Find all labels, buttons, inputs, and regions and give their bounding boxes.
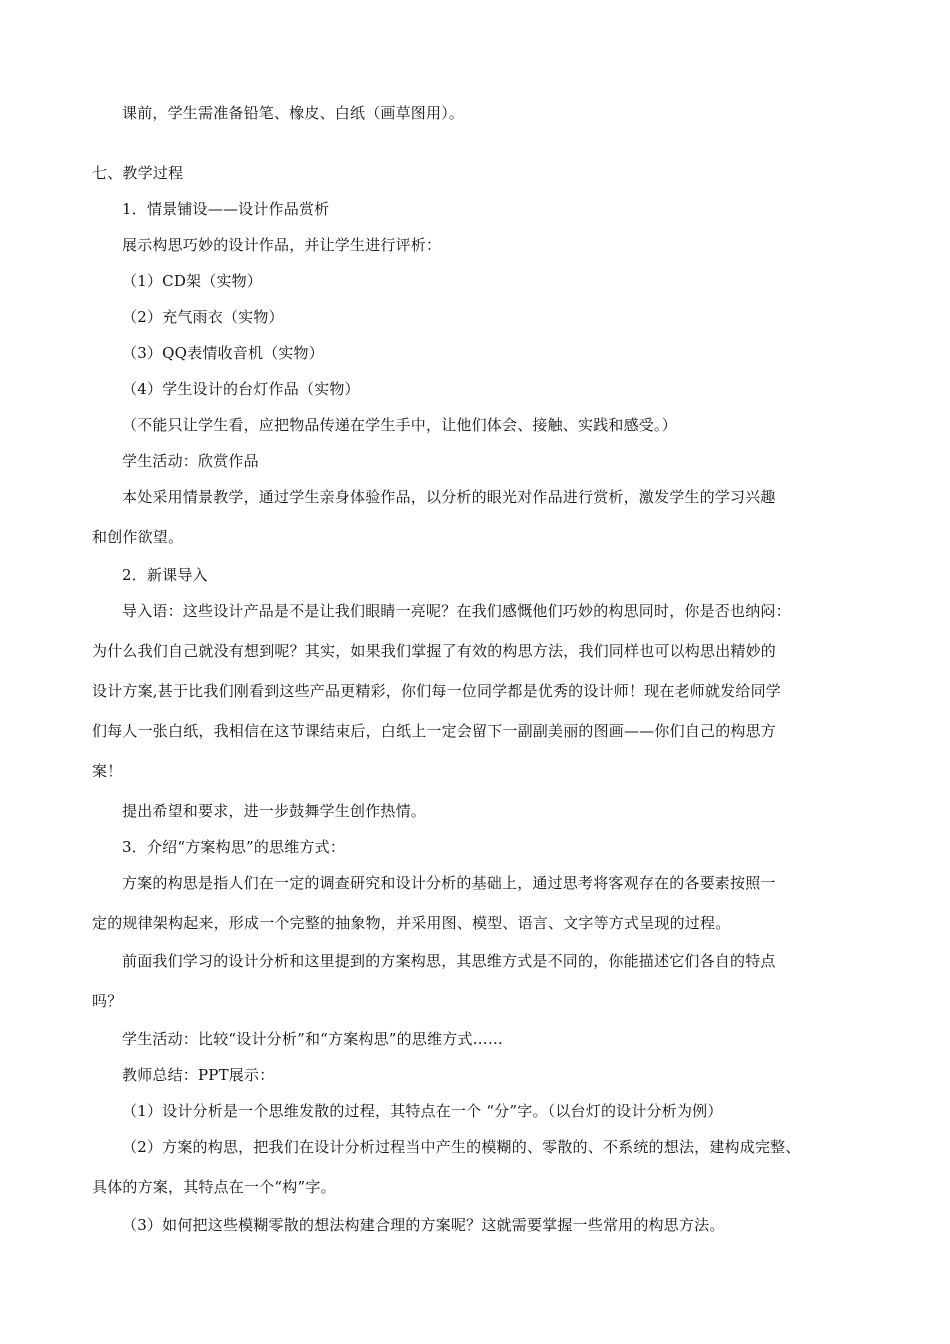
part2-line: 设计方案,甚于比我们刚看到这些产品更精彩，你们每一位同学都是优秀的设计师！现在老师就发给同学 bbox=[92, 682, 781, 700]
part3-activity: 学生活动：比较“设计分析”和“方案构思”的思维方式…… bbox=[122, 1030, 504, 1048]
list-item: （3）QQ表情收音机（实物） bbox=[122, 344, 324, 362]
section-title: 七、教学过程 bbox=[92, 164, 184, 182]
part2-line: 案！ bbox=[92, 762, 123, 780]
part3-point1: （1）设计分析是一个思维发散的过程，其特点在一个 “分”字。（以台灯的设计分析为例） bbox=[122, 1102, 723, 1120]
part1-note: （不能只让学生看，应把物品传递在学生手中，让他们体会、接触、实践和感受。） bbox=[122, 416, 677, 434]
part1-method-line2: 和创作欲望。 bbox=[92, 528, 184, 546]
part3-question-line2: 吗？ bbox=[92, 992, 123, 1010]
part2-line: 们每人一张白纸，我相信在这节课结束后，白纸上一定会留下一副副美丽的图画——你们自己的构思方 bbox=[92, 722, 777, 740]
list-item: （1）CD架（实物） bbox=[122, 272, 263, 290]
part2-line: 导入语：这些设计产品是不是让我们眼睛一亮呢？在我们感慨他们巧妙的构思同时，你是否也纳闷： bbox=[122, 602, 791, 620]
part3-summary: 教师总结：PPT展示： bbox=[122, 1066, 275, 1084]
part3-point3: （3）如何把这些模糊零散的想法构建合理的方案呢？这就需要掌握一些常用的构思方法。 bbox=[122, 1216, 725, 1234]
part3-def-line2: 定的规律架构起来，形成一个完整的抽象物，并采用图、模型、语言、文字等方式呈现的过程。 bbox=[92, 914, 731, 932]
part3-def-line1: 方案的构思是指人们在一定的调查研究和设计分析的基础上，通过思考将客观存在的各要素按照一 bbox=[122, 874, 776, 892]
part1-method-line1: 本处采用情景教学，通过学生亲身体验作品，以分析的眼光对作品进行赏析，激发学生的学习兴趣 bbox=[122, 488, 776, 506]
part3-question-line1: 前面我们学习的设计分析和这里提到的方案构思，其思维方式是不同的，你能描述它们各自的特点 bbox=[122, 952, 776, 970]
part1-heading: 1．情景铺设——设计作品赏析 bbox=[122, 200, 330, 218]
list-item: （2）充气雨衣（实物） bbox=[122, 308, 284, 326]
part2-line: 为什么我们自己就没有想到呢？其实，如果我们掌握了有效的构思方法，我们同样也可以构思出精妙的 bbox=[92, 642, 777, 660]
prep-note: 课前，学生需准备铅笔、橡皮、白纸（画草图用）。 bbox=[122, 104, 465, 122]
part1-intro: 展示构思巧妙的设计作品，并让学生进行评析： bbox=[122, 236, 442, 254]
part2-hope: 提出希望和要求，进一步鼓舞学生创作热情。 bbox=[122, 802, 427, 820]
part3-point2-line2: 具体的方案，其特点在一个“构”字。 bbox=[92, 1178, 336, 1196]
part1-activity: 学生活动：欣赏作品 bbox=[122, 452, 259, 470]
part2-heading: 2．新课导入 bbox=[122, 566, 208, 584]
part3-point2-line1: （2）方案的构思，把我们在设计分析过程当中产生的模糊的、零散的、不系统的想法，建构成完整、 bbox=[122, 1138, 801, 1156]
part3-heading: 3．介绍“方案构思”的思维方式： bbox=[122, 838, 346, 856]
list-item: （4）学生设计的台灯作品（实物） bbox=[122, 380, 360, 398]
